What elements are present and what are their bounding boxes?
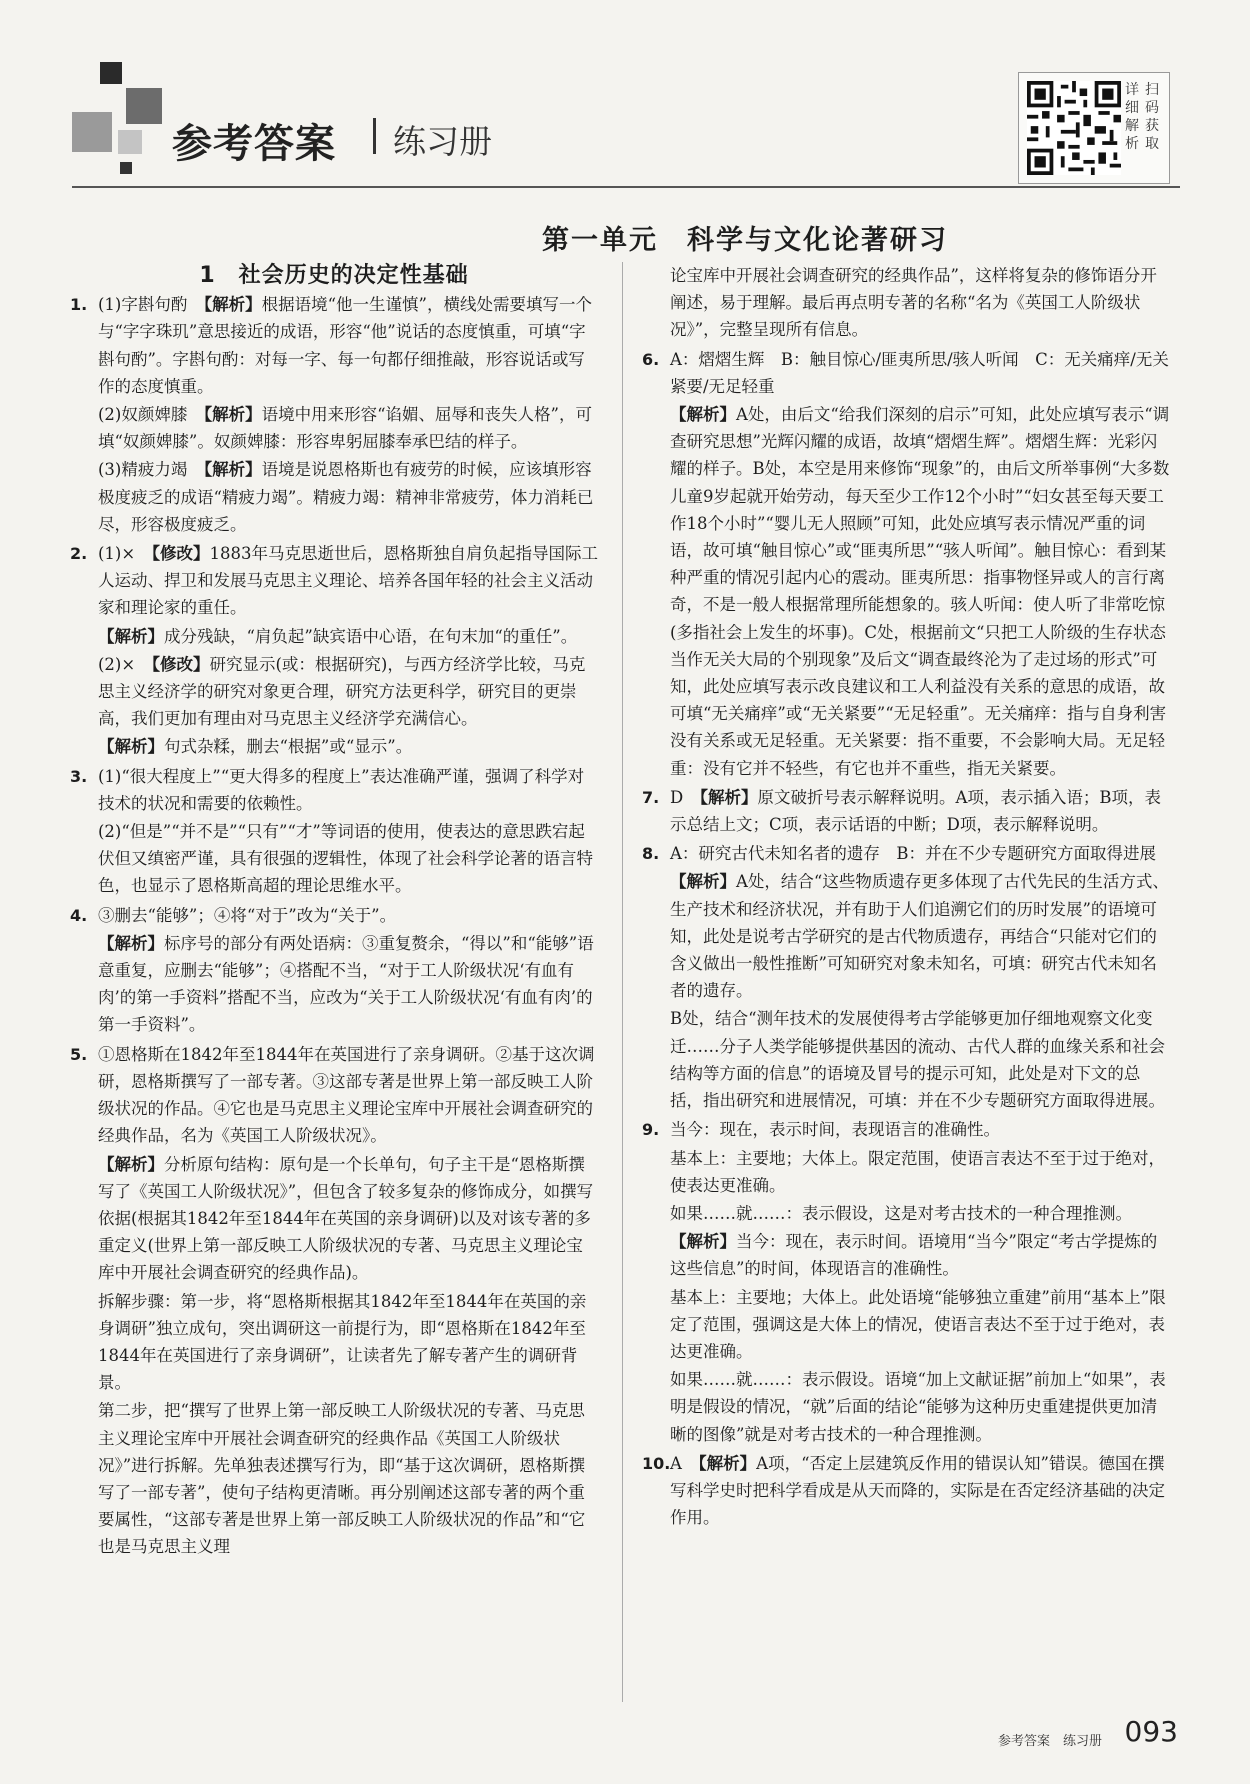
answer-paragraph: 【解析】当今：现在，表示时间。语境用“当今”限定“考古学提炼的这些信息”的时间，体现语言的准确性。	[670, 1232, 1158, 1279]
answer-column-right	[642, 262, 1170, 1533]
lesson-title: 1 社会历史的决定性基础	[199, 263, 469, 288]
qr-code-icon[interactable]	[1027, 81, 1121, 175]
answer-paragraph: 论宝库中开展社会调查研究的经典作品”，这样将复杂的修饰语分开阐述，易于理解。最后再点明专著的名称“名为《英国工人阶级状况》”，完整呈现所有信息。	[670, 266, 1157, 340]
answer-number: 10.	[642, 1453, 671, 1473]
answer-item	[70, 291, 598, 538]
header-decor-square-2	[126, 88, 162, 124]
answer-number: 6.	[642, 349, 660, 369]
page-number: 093	[1124, 1715, 1178, 1748]
answer-column-left	[70, 262, 598, 1563]
answer-number: 8.	[642, 844, 660, 864]
answer-paragraph: ①恩格斯在1842年至1844年在英国进行了亲身调研。②基于这次调研，恩格斯撰写了一部专著。③这部专著是世界上第一部反映工人阶级状况的作品。④它也是马克思主义理论宝库中开展社会调查研究的经典作品，名为《英国工人阶级状况》。	[98, 1044, 595, 1146]
answer-number: 3.	[70, 766, 88, 786]
answer-item	[70, 902, 598, 1039]
header-subtitle: 练习册	[393, 122, 492, 161]
answer-item	[70, 540, 598, 761]
answer-number: 4.	[70, 905, 88, 925]
answer-paragraph: 【解析】标序号的部分有两处语病：③重复赘余，“得以”和“能够”语意重复，应删去“能够”；④搭配不当，“对于工人阶级状况‘有血有肉’的第一手资料”搭配不当，应改为“关于工人阶级状况‘有血有肉’的第一手资料”。	[98, 933, 594, 1035]
answer-paragraph: 如果……就……：表示假设。语境“加上文献证据”前加上“如果”，表明是假设的情况，“就”后面的结论“能够为这种历史重建提供更加清晰的图像”就是对考古技术的一种合理推测。	[670, 1370, 1166, 1444]
answer-list-right	[642, 262, 1170, 1531]
header-divider	[373, 118, 376, 154]
answer-paragraph: B处，结合“测年技术的发展使得考古学能够更加仔细地观察文化变迁……分子人类学能够提供基因的流动、古代人群的血缘关系和社会结构等方面的信息”的语境及冒号的提示可知，此处是对下文的总括，指出研究和进展情况，可填：并在不少专题研究方面取得进展。	[670, 1009, 1165, 1111]
answer-paragraph: 【解析】A处，由后文“给我们深刻的启示”可知，此处应填写表示“调查研究思想”光辉闪耀的成语，故填“熠熠生辉”。熠熠生辉：光彩闪耀的样子。B处，本空是用来修饰“现象”的，由后文所举事例“大多数儿童9岁起就开始劳动，每天至少工作12个小时”“妇女甚至每天要工作18个小时”“婴儿无人照顾”可知，此处应填写表示情况严重的词语，故可填“触目惊心”或“匪夷所思”“骇人听闻”。触目惊心：看到某种严重的情况引起内心的震动。匪夷所思：指事物怪异或人的言行离奇，不是一般人根据常理所能想象的。骇人听闻：使人听了非常吃惊(多指社会上发生的坏事)。C处，根据前文“只把工人阶级的生存状态当作无关大局的个别现象”及后文“调查最终沦为了走过场的形式”可知，此处应填写表示改良建议和工人利益没有关系的意思的成语，故可填“无关痛痒”或“无关紧要”“无足轻重”。无关痛痒：指与自身利害没有关系或无足轻重。无关紧要：指不重要，不会影响大局。无足轻重：没有它并不轻些，有它也并不重些，指无关紧要。	[670, 405, 1170, 778]
answer-number: 9.	[642, 1120, 660, 1140]
qr-caption-right: 扫码获取	[1145, 82, 1159, 152]
answer-item	[642, 346, 1170, 782]
answer-paragraph: D 【解析】原文破折号表示解释说明。A项，表示插入语；B项，表示总结上文；C项，表示话语的中断；D项，表示解释说明。	[670, 787, 1162, 835]
answer-number: 1.	[70, 295, 88, 315]
answer-item	[642, 1450, 1170, 1532]
answer-paragraph: (1)“很大程度上”“更大得多的程度上”表达准确严谨，强调了科学对技术的状况和需要的依赖性。	[98, 766, 585, 813]
answer-paragraph: ③删去“能够”；④将“对于”改为“关于”。	[98, 905, 397, 925]
answer-paragraph: (2)“但是”“并不是”“只有”“才”等词语的使用，使表达的意思跌宕起伏但又缜密严谨，具有很强的逻辑性，体现了社会科学论著的语言特色，也显示了恩格斯高超的理论思维水平。	[98, 822, 593, 896]
unit-title: 第一单元 科学与文化论著研习	[542, 225, 948, 256]
header-decor-square-4	[118, 130, 142, 154]
header-decor-square-5	[120, 162, 132, 174]
answer-paragraph: 如果……就……：表示假设，这是对考古技术的一种合理推测。	[670, 1203, 1132, 1223]
answer-paragraph: (2)× 【修改】研究显示(或：根据研究)，与西方经济学比较，马克思主义经济学的研究对象更合理，研究方法更科学，研究目的更崇高，我们更加有理由对马克思主义经济学充满信心。	[98, 654, 586, 729]
answer-number: 7.	[642, 787, 660, 807]
header-decor-square-3	[72, 112, 112, 152]
answer-item	[642, 1116, 1170, 1447]
answer-paragraph: 拆解步骤：第一步，将“恩格斯根据其1842年至1844年在英国的亲身调研”独立成句，突出调研这一前提行为，即“恩格斯在1842年至1844年在英国进行了亲身调研”，让读者先了解专著产生的调研背景。	[98, 1291, 587, 1393]
answer-paragraph: (1)× 【修改】1883年马克思逝世后，恩格斯独自肩负起指导国际工人运动、捍卫和发展马克思主义理论、培养各国年轻的社会主义活动家和理论家的重任。	[98, 544, 598, 618]
qr-caption-left: 详细解析	[1125, 82, 1139, 152]
answer-item	[70, 763, 598, 900]
answer-paragraph: (3)精疲力竭 【解析】语境是说恩格斯也有疲劳的时候，应该填形容极度疲乏的成语“精疲力竭”。精疲力竭：精神非常疲劳，体力消耗已尽，形容极度疲乏。	[98, 460, 594, 534]
answer-paragraph: (1)字斟句酌 【解析】根据语境“他一生谨慎”，横线处需要填写一个与“字字珠玑”意思接近的成语，形容“他”说话的态度慎重，可填“字斟句酌”。字斟句酌：对每一字、每一句都仔细推敲，形容说话或写作的态度慎重。	[98, 295, 592, 396]
answer-number: 2.	[70, 544, 88, 564]
answer-paragraph: A：研究古代未知名者的遗存 B：并在不少专题研究方面取得进展	[670, 844, 1157, 864]
qr-code-panel[interactable]	[1018, 72, 1170, 184]
answer-paragraph: A：熠熠生辉 B：触目惊心/匪夷所思/骇人听闻 C：无关痛痒/无关紧要/无足轻重	[670, 349, 1169, 396]
answer-list-left	[70, 291, 598, 1560]
answer-paragraph: 第二步，把“撰写了世界上第一部反映工人阶级状况的专著、马克思主义理论宝库中开展社会调查研究的经典作品《英国工人阶级状况》”进行拆解。先单独表述撰写行为，即“基于这次调研，恩格斯撰写了一部专著”，使句子结构更清晰。再分别阐述这部专著的两个重要属性，“这部专著是世界上第一部反映工人阶级状况的作品”和“它也是马克思主义理	[98, 1401, 586, 1557]
answer-paragraph: 【解析】分析原句结构：原句是一个长单句，句子主干是“恩格斯撰写了《英国工人阶级状况》”，但包含了较多复杂的修饰成分，如撰写依据(根据其1842年至1844年在英国的亲身调研)以及对该专著的多重定义(世界上第一部反映工人阶级状况的专著、马克思主义理论宝库中开展社会调查研究的经典作品)。	[98, 1154, 594, 1283]
header-decor-square-1	[100, 62, 122, 84]
answer-paragraph: 基本上：主要地；大体上。限定范围，使语言表达不至于过于绝对，使表达更准确。	[670, 1148, 1165, 1195]
answer-paragraph: 当今：现在，表示时间，表现语言的准确性。	[670, 1120, 1000, 1140]
answer-paragraph: 【解析】A处，结合“这些物质遗存更多体现了古代先民的生活方式、生产技术和经济状况，并有助于人们追溯它们的历时发展”的语境可知，此处是说考古学研究的是古代物质遗存，再结合“只能对它们的含义做出一般性推断”可知研究对象未知名，可填：研究古代未知名者的遗存。	[670, 872, 1169, 1001]
answer-number: 5.	[70, 1044, 88, 1064]
header-rule	[72, 186, 1180, 188]
answer-paragraph: A 【解析】A项，“否定上层建筑反作用的错误认知”错误。德国在撰写科学史时把科学看成是从天而降的，实际是在否定经济基础的决定作用。	[670, 1453, 1165, 1528]
answer-item	[70, 1041, 598, 1561]
answer-paragraph: 【解析】成分残缺，“肩负起”缺宾语中心语，在句末加“的重任”。	[98, 626, 578, 646]
column-divider	[622, 262, 623, 1702]
answer-item	[642, 784, 1170, 838]
answer-paragraph: (2)奴颜婢膝 【解析】语境中用来形容“谄媚、屈辱和丧失人格”，可填“奴颜婢膝”。奴颜婢膝：形容卑躬屈膝奉承巴结的样子。	[98, 405, 592, 452]
answer-paragraph: 【解析】句式杂糅，删去“根据”或“显示”。	[98, 737, 413, 757]
answer-item	[642, 262, 1170, 344]
answer-paragraph: 基本上：主要地；大体上。此处语境“能够独立重建”前用“基本上”限定了范围，强调这是大体上的情况，使语言表达不至于过于绝对，表达更准确。	[670, 1287, 1166, 1361]
answer-item	[642, 840, 1170, 1114]
header-title: 参考答案	[172, 121, 336, 167]
footer-label: 参考答案 练习册	[997, 1734, 1102, 1749]
